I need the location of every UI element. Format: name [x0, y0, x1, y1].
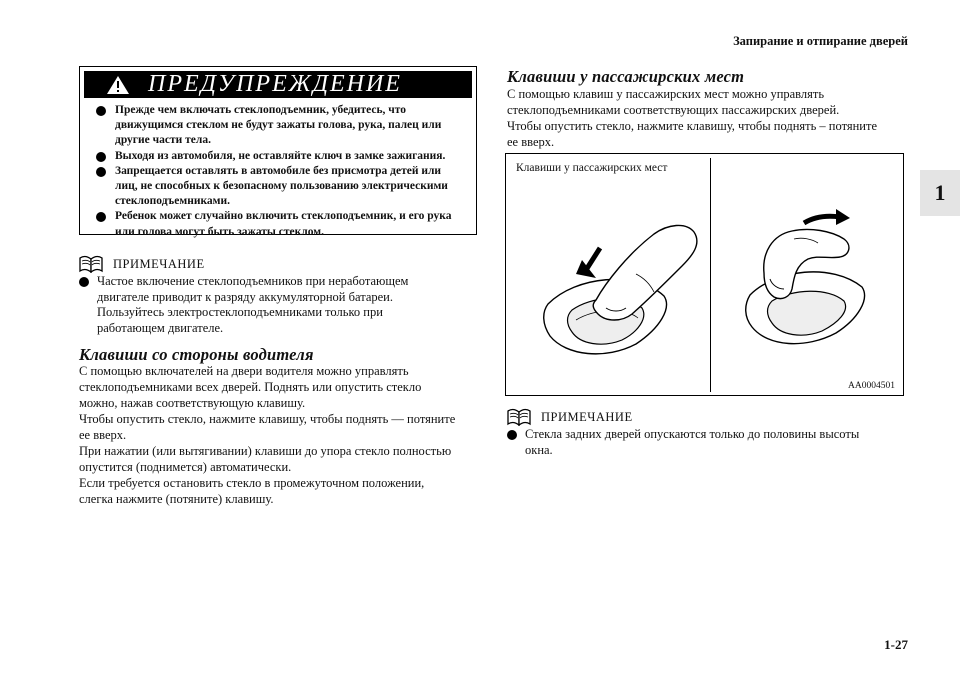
- figure-divider: [710, 158, 711, 392]
- note-line: Стекла задних дверей опускаются только до половины высоты: [525, 427, 860, 441]
- text-line: слегка нажмите (потяните) клавишу.: [79, 492, 274, 506]
- note-line: Частое включение стеклоподъемников при неработающем: [97, 274, 409, 288]
- warning-line: Выходя из автомобиля, не оставляйте ключ в замке зажигания.: [115, 149, 446, 162]
- passenger-section-text: [507, 86, 907, 150]
- note-title: ПРИМЕЧАНИЕ: [541, 409, 633, 424]
- section-title-passenger: Клавиши у пассажирских мест: [507, 67, 745, 86]
- warning-line: стеклоподъемниками.: [115, 195, 230, 208]
- text-line: Если требуется остановить стекло в промежуточном положении,: [79, 476, 425, 490]
- illustration-box: [505, 153, 904, 396]
- warning-item: [96, 149, 464, 164]
- warning-triangle-icon: [106, 75, 130, 95]
- note-title: ПРИМЕЧАНИЕ: [113, 256, 205, 271]
- note-line: окна.: [525, 442, 553, 457]
- note-line: работающем двигателе.: [97, 320, 224, 335]
- text-line: Чтобы опустить стекло, нажмите клавишу, чтобы поднять — потяните: [79, 412, 456, 426]
- note-header: [507, 408, 907, 426]
- warning-line: Ребенок может случайно включить стеклоподъемник, и его рука: [115, 210, 452, 223]
- text-line: стеклоподъемниками всех дверей. Поднять или опустить стекло: [79, 380, 422, 394]
- warning-box: [79, 66, 477, 238]
- text-line: ее вверх.: [79, 428, 127, 442]
- warning-line: лиц, не способных к безопасному пользованию электрическими: [115, 180, 448, 193]
- driver-section-text: [79, 363, 479, 507]
- section-title-driver: Клавиши со стороны водителя: [79, 345, 314, 364]
- chapter-tab: 1: [920, 170, 960, 216]
- warning-banner: [84, 71, 472, 98]
- bullet-icon: [96, 152, 106, 162]
- note-box: [507, 408, 907, 458]
- note-item: [79, 274, 479, 336]
- press-down-switch-illustration: [536, 204, 706, 384]
- note-box: [79, 255, 479, 336]
- warning-line: Прежде чем включать стеклоподъемник, убедитесь, что: [115, 104, 407, 116]
- running-head: Запирание и отпирание дверей: [733, 34, 908, 48]
- text-line: Чтобы опустить стекло, нажмите клавишу, чтобы поднять – потяните: [507, 119, 878, 133]
- warning-line: другие части тела.: [115, 134, 211, 147]
- note-line: Пользуйтесь электростеклоподъемниками только при: [97, 305, 383, 319]
- text-line: опустится (поднимется) автоматически.: [79, 460, 292, 474]
- warning-item: [96, 164, 464, 210]
- text-line: При нажатии (или вытягивании) клавиши до упора стекло полностью: [79, 444, 452, 458]
- warning-list: [96, 103, 464, 240]
- open-book-icon: [507, 408, 531, 426]
- open-book-icon: [79, 255, 103, 273]
- warning-title: ПРЕДУПРЕЖДЕНИЕ: [148, 71, 402, 97]
- note-item: [507, 427, 907, 458]
- note-header: [79, 255, 479, 273]
- text-line: С помощью клавиш у пассажирских мест можно управлять: [507, 87, 825, 101]
- text-line: ее вверх.: [507, 135, 555, 149]
- bullet-icon: [96, 212, 106, 222]
- bullet-icon: [507, 430, 517, 440]
- pull-up-switch-illustration: [736, 209, 896, 379]
- bullet-icon: [79, 277, 89, 287]
- text-line: можно, нажав соответствующую клавишу.: [79, 396, 306, 410]
- page-number: 1-27: [884, 637, 908, 652]
- warning-item: [96, 103, 464, 149]
- figure-label: Клавиши у пассажирских мест: [516, 162, 668, 174]
- text-line: стеклоподъемниками соответствующих пассажирских дверей.: [507, 103, 840, 117]
- warning-line: движущимся стеклом не будут зажаты голова, рука, палец или: [115, 119, 442, 132]
- warning-line: Запрещается оставлять в автомобиле без присмотра детей или: [115, 164, 442, 177]
- bullet-icon: [96, 167, 106, 177]
- note-line: двигателе приводит к разряду аккумуляторной батареи.: [97, 289, 393, 304]
- text-line: С помощью включателей на двери водителя можно управлять: [79, 364, 409, 378]
- bullet-icon: [96, 106, 106, 116]
- warning-item: [96, 209, 464, 239]
- figure-code: AA0004501: [848, 381, 895, 391]
- warning-line: или голова могут быть зажаты стеклом.: [115, 225, 324, 238]
